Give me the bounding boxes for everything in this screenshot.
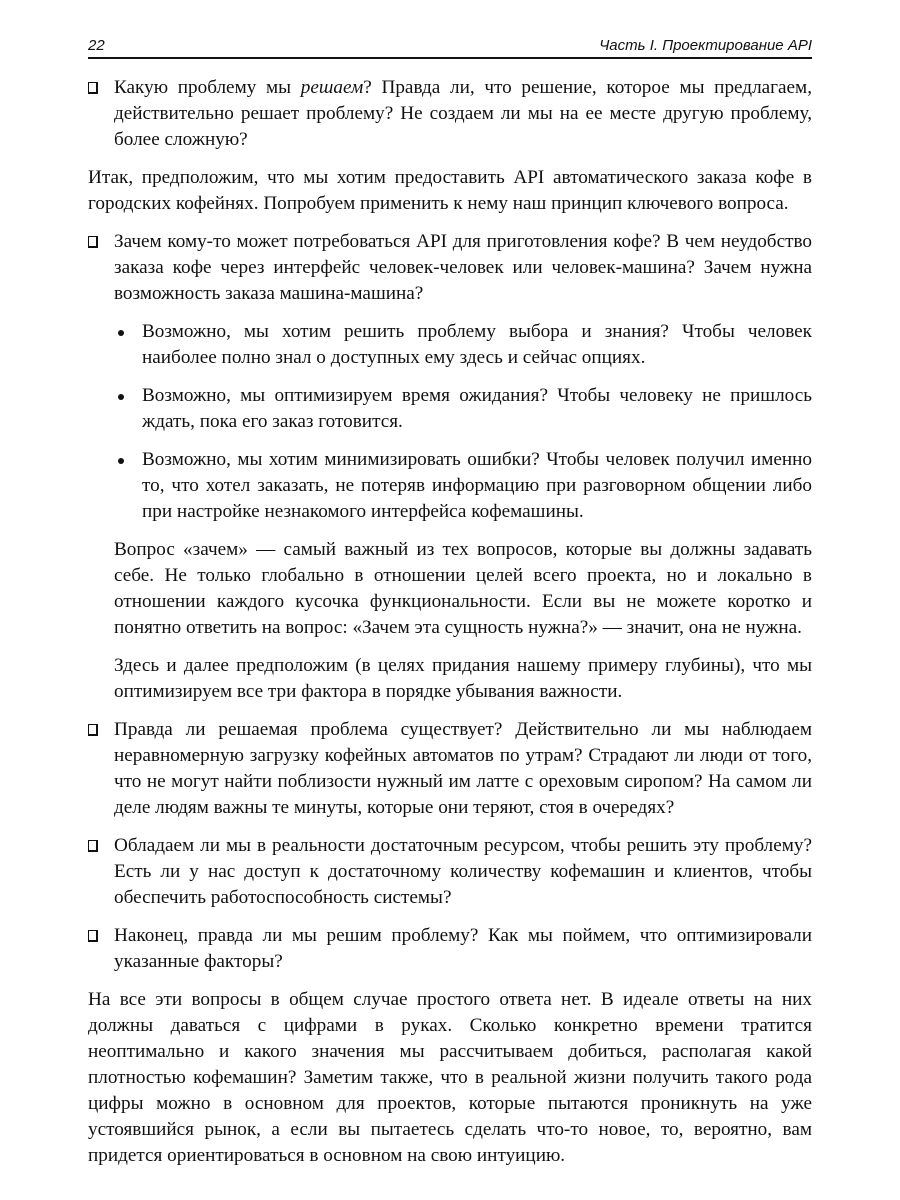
checkbox-square-icon: [88, 930, 98, 942]
checkbox-square-icon: [88, 236, 98, 248]
item-text: Какую проблему мы: [114, 77, 301, 98]
checklist-item: [88, 229, 812, 307]
checkbox-square-icon: [88, 840, 98, 852]
checkbox-square-icon: [88, 724, 98, 736]
checklist-item: [88, 923, 812, 975]
page-number: 22: [88, 37, 105, 54]
checklist-item: [88, 717, 812, 821]
bullet-icon: [118, 458, 124, 464]
bullet-icon: [118, 330, 124, 336]
checklist-item: [88, 833, 812, 911]
page-body: [88, 75, 812, 1169]
bullet-item: [88, 383, 812, 435]
book-page: [88, 32, 812, 1181]
indented-paragraph: Здесь и далее предположим (в целях придания нашему примеру глубины), что мы оптимизируем все три фактора в порядке убывания важности.: [114, 655, 812, 702]
item-text: Зачем кому-то может потребоваться API для приготовления кофе? В чем неудобство заказа кофе через интерфейс человек-человек или человек-машина? Зачем нужна возможность заказа машина-машина?: [114, 231, 812, 304]
item-text: Правда ли решаемая проблема существует? Действительно ли мы наблюдаем неравномерную загрузку кофейных автоматов по утрам? Страдают ли люди от того, что не могут найти поблизости нужный им латте с ореховым сиропом? На самом ли деле людям важны те минуты, которые они теряют, стоя в очередях?: [114, 719, 812, 818]
bullet-text: Возможно, мы хотим решить проблему выбора и знания? Чтобы человек наиболее полно знал о доступных ему здесь и сейчас опциях.: [142, 321, 812, 368]
bullet-text: Возможно, мы хотим минимизировать ошибки? Чтобы человек получил именно то, что хотел заказать, не потеряв информацию при разговорном общении либо при настройке незнакомого интерфейса кофемашины.: [142, 449, 812, 522]
paragraph: На все эти вопросы в общем случае простого ответа нет. В идеале ответы на них должны даваться с цифрами в руках. Сколько конкретно времени тратится неоптимально и какого значения мы рассчитываем добиться, располагая какой плотностью кофемашин? Заметим также, что в реальной жизни получить такого рода цифры можно в основном для проектов, которые пытаются проникнуть на уже устоявшийся рынок, а если вы пытаетесь сделать что-то новое, то, вероятно, вам придется ориентироваться в основном на свою интуицию.: [88, 989, 812, 1166]
item-emphasis: решаем: [300, 77, 364, 98]
running-header: [88, 32, 812, 59]
bullet-icon: [118, 394, 124, 400]
bullet-item: [88, 447, 812, 525]
indented-paragraph: Вопрос «зачем» — самый важный из тех вопросов, которые вы должны задавать себе. Не только глобально в отношении целей всего проекта, но и локально в отношении каждого кусочка функциональности. Если вы не можете коротко и понятно ответить на вопрос: «Зачем эта сущность нужна?» — значит, она не нужна.: [114, 539, 812, 638]
item-text: Обладаем ли мы в реальности достаточным ресурсом, чтобы решить эту проблему? Есть ли у нас доступ к достаточному количеству кофемашин и клиентов, чтобы обеспечить работоспособность системы?: [114, 835, 812, 908]
checklist-item: [88, 75, 812, 153]
paragraph: Итак, предположим, что мы хотим предоставить API автоматического заказа кофе в городских кофейнях. Попробуем применить к нему наш принцип ключевого вопроса.: [88, 167, 812, 214]
checkbox-square-icon: [88, 82, 98, 94]
item-text: ? Правда ли, что решение, которое мы предлагаем, действительно решает проблему? Не создаем ли мы на ее месте другую проблему, более сложную?: [114, 77, 812, 150]
item-text: Наконец, правда ли мы решим проблему? Как мы поймем, что оптимизировали указанные факторы?: [114, 925, 812, 972]
running-title: Часть I. Проектирование API: [599, 37, 812, 54]
bullet-text: Возможно, мы оптимизируем время ожидания? Чтобы человеку не пришлось ждать, пока его заказ готовится.: [142, 385, 812, 432]
bullet-item: [88, 319, 812, 371]
